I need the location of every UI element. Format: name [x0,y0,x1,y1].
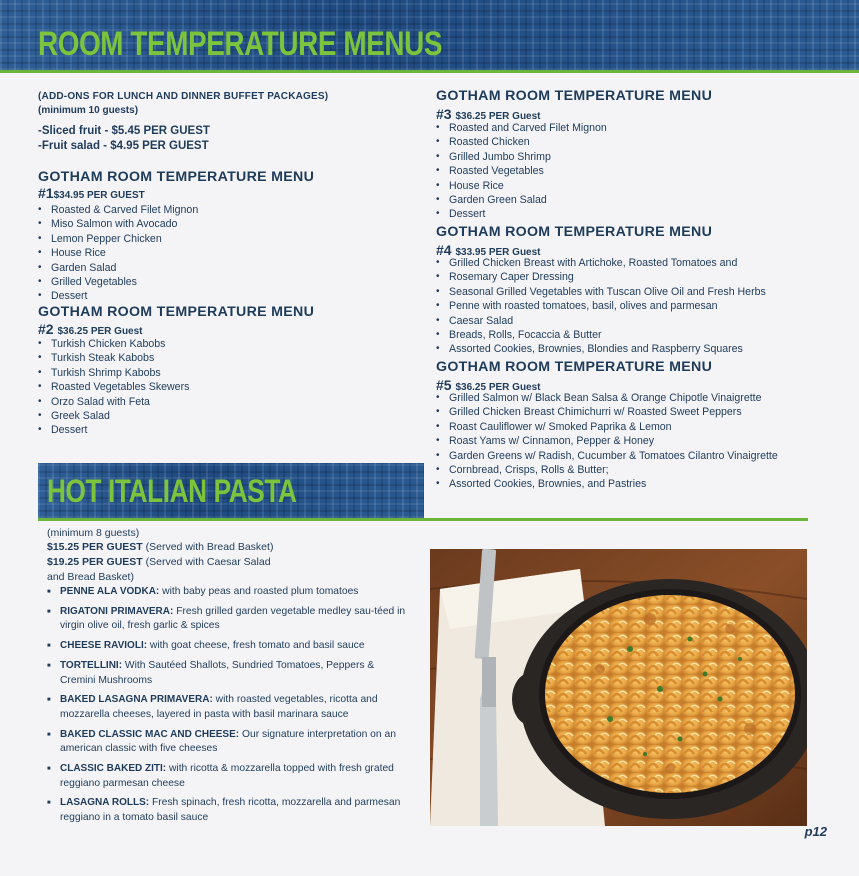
pasta-price-2-amount: $19.25 PER GUEST [47,556,143,568]
pasta-price-1 [47,540,273,555]
menu-3-list [436,121,607,222]
list-item: • House Rice [436,179,607,193]
menu-2-title: GOTHAM ROOM TEMPERATURE MENU [38,304,315,320]
pasta-item-desc: Fresh grilled garden vegetable medley sau-téed in virgin olive oil, fresh garlic & spices [60,605,406,632]
list-item: • Roasted and Carved Filet Mignon [436,121,607,135]
menu-5-title: GOTHAM ROOM TEMPERATURE MENU [436,359,713,375]
menu-1-list [38,203,198,304]
menu-2-num: #2 [38,321,54,337]
list-item [47,639,407,654]
menu-3-price: $36.25 PER Guest [455,111,541,122]
list-item: • Garden Salad [38,261,198,275]
menu-2-price: $36.25 PER Guest [57,326,143,337]
pasta-item-name: BAKED LASAGNA PRIMAVERA: [60,694,213,706]
menu-1-num: #1 [38,185,54,201]
pasta-price-1-note: (Served with Bread Basket) [142,541,274,553]
menu-5-price: $36.25 PER Guest [455,382,541,393]
list-item: • Roasted Vegetables Skewers [38,380,189,394]
list-item [47,728,407,757]
list-item: • Dessert [38,423,189,437]
list-item: • Grilled Chicken Breast Chimichurri w/ Roasted Sweet Peppers [436,405,778,419]
list-item: • Assorted Cookies, Brownies, and Pastries [436,477,778,491]
list-item: • Turkish Shrimp Kabobs [38,366,189,380]
list-item: • Penne with roasted tomatoes, basil, olives and parmesan [436,299,766,313]
list-item: • Garden Greens w/ Radish, Cucumber & Tomatoes Cilantro Vinaigrette [436,449,778,463]
list-item: • Grilled Salmon w/ Black Bean Salsa & Orange Chipotle Vinaigrette [436,391,778,405]
list-item [47,659,407,688]
addon-fruit-salad: -Fruit salad - $4.95 PER GUEST [38,140,209,152]
menu-5-num: #5 [436,377,452,393]
pasta-item-name: PENNE ALA VODKA: [60,586,160,597]
list-item: • Rosemary Caper Dressing [436,270,766,284]
list-item: • Grilled Vegetables [38,275,198,289]
list-item: • Turkish Steak Kabobs [38,351,189,365]
pasta-item-desc: with baby peas and roasted plum tomatoes [159,586,359,597]
pasta-item-desc: with goat cheese, fresh tomato and basil sauce [147,640,365,652]
mac-and-cheese-photo [430,549,807,826]
pasta-item-desc: Fresh spinach, fresh ricotta, mozzarella and parmesan reggiano in a tomato basil sauce [60,797,401,824]
list-item: • Cornbread, Crisps, Rolls & Butter; [436,463,778,477]
pasta-price-2-note: (Served with Caesar Salad [142,556,271,568]
pasta-item-name: RIGATONI PRIMAVERA: [60,605,174,617]
pasta-price-1-amount: $15.25 PER GUEST [47,541,143,553]
menu-1-title: GOTHAM ROOM TEMPERATURE MENU [38,169,315,185]
menu-1-price: $34.95 PER GUEST [53,190,145,201]
pasta-item-name: BAKED CLASSIC MAC AND CHEESE: [60,728,240,740]
menu-1-number [38,185,145,201]
list-item: • Breads, Rolls, Focaccia & Butter [436,328,766,342]
list-item: • Assorted Cookies, Brownies, Blondies and Raspberry Squares [436,342,766,356]
pasta-item-desc: Our signature interpretation on an american classic with five cheeses [60,728,396,755]
addon-sliced-fruit: -Sliced fruit - $5.45 PER GUEST [38,125,210,137]
pasta-item-desc: with roasted vegetables, ricotta and mozzarella cheeses, layered in pasta with basil marinara sauce [60,694,378,720]
list-item: • Roast Cauliflower w/ Smoked Paprika & Lemon [436,420,778,434]
list-item: • Orzo Salad with Feta [38,395,189,409]
menu-3-title: GOTHAM ROOM TEMPERATURE MENU [436,88,713,104]
pasta-rule [38,518,808,521]
pasta-item-name: TORTELLINI: [60,659,123,671]
pasta-price-2 [47,555,271,570]
list-item: • Roasted & Carved Filet Mignon [38,203,198,217]
list-item: • Turkish Chicken Kabobs [38,337,189,351]
list-item [47,693,407,722]
list-item: • Dessert [436,207,607,221]
list-item: • Lemon Pepper Chicken [38,232,198,246]
pasta-item-name: CLASSIC BAKED ZITI: [60,763,167,775]
menu-3-num: #3 [436,106,452,122]
list-item [47,605,407,634]
pasta-item-name: CHEESE RAVIOLI: [60,640,148,652]
page-title: ROOM TEMPERATURE MENUS [38,25,443,63]
menu-4-list [436,256,766,357]
list-item: • Dessert [38,289,198,303]
addons-minimum: (minimum 10 guests) [38,105,139,116]
page-number: p12 [804,824,827,839]
list-item [47,762,407,791]
list-item: • Roasted Chicken [436,135,607,149]
pasta-minimum: (minimum 8 guests) [47,527,140,539]
list-item [47,796,407,825]
list-item: • Caesar Salad [436,314,766,328]
pasta-price-2-note-cont: and Bread Basket) [47,571,134,583]
list-item: • House Rice [38,246,198,260]
header-rule [0,70,859,73]
menu-2-number [38,321,143,337]
pasta-item-name: LASAGNA ROLLS: [60,797,150,809]
list-item: • Grilled Chicken Breast with Artichoke, Roasted Tomatoes and [436,256,766,270]
pasta-list [47,585,407,826]
menu-4-num: #4 [436,242,452,258]
menu-4-price: $33.95 PER Guest [455,247,541,258]
menu-4-title: GOTHAM ROOM TEMPERATURE MENU [436,224,713,240]
list-item: • Garden Green Salad [436,193,607,207]
pasta-item-desc: with ricotta & mozzarella topped with fresh grated reggiano parmesan cheese [60,763,394,789]
list-item: • Roasted Vegetables [436,164,607,178]
pasta-title: HOT ITALIAN PASTA [47,473,297,509]
list-item [47,585,407,600]
addons-heading: (ADD-ONS FOR LUNCH AND DINNER BUFFET PACKAGES) [38,91,329,102]
menu-2-list [38,337,189,438]
mac-and-cheese-illustration [430,549,807,826]
list-item: • Roast Yams w/ Cinnamon, Pepper & Honey [436,434,778,448]
menu-5-list [436,391,778,492]
list-item: • Miso Salmon with Avocado [38,217,198,231]
pasta-item-desc: With Sautéed Shallots, Sundried Tomatoes, Peppers & Cremini Mushrooms [60,659,375,686]
list-item: • Greek Salad [38,409,189,423]
menu-3-number [436,106,541,122]
list-item: • Grilled Jumbo Shrimp [436,150,607,164]
list-item: • Seasonal Grilled Vegetables with Tuscan Olive Oil and Fresh Herbs [436,285,766,299]
